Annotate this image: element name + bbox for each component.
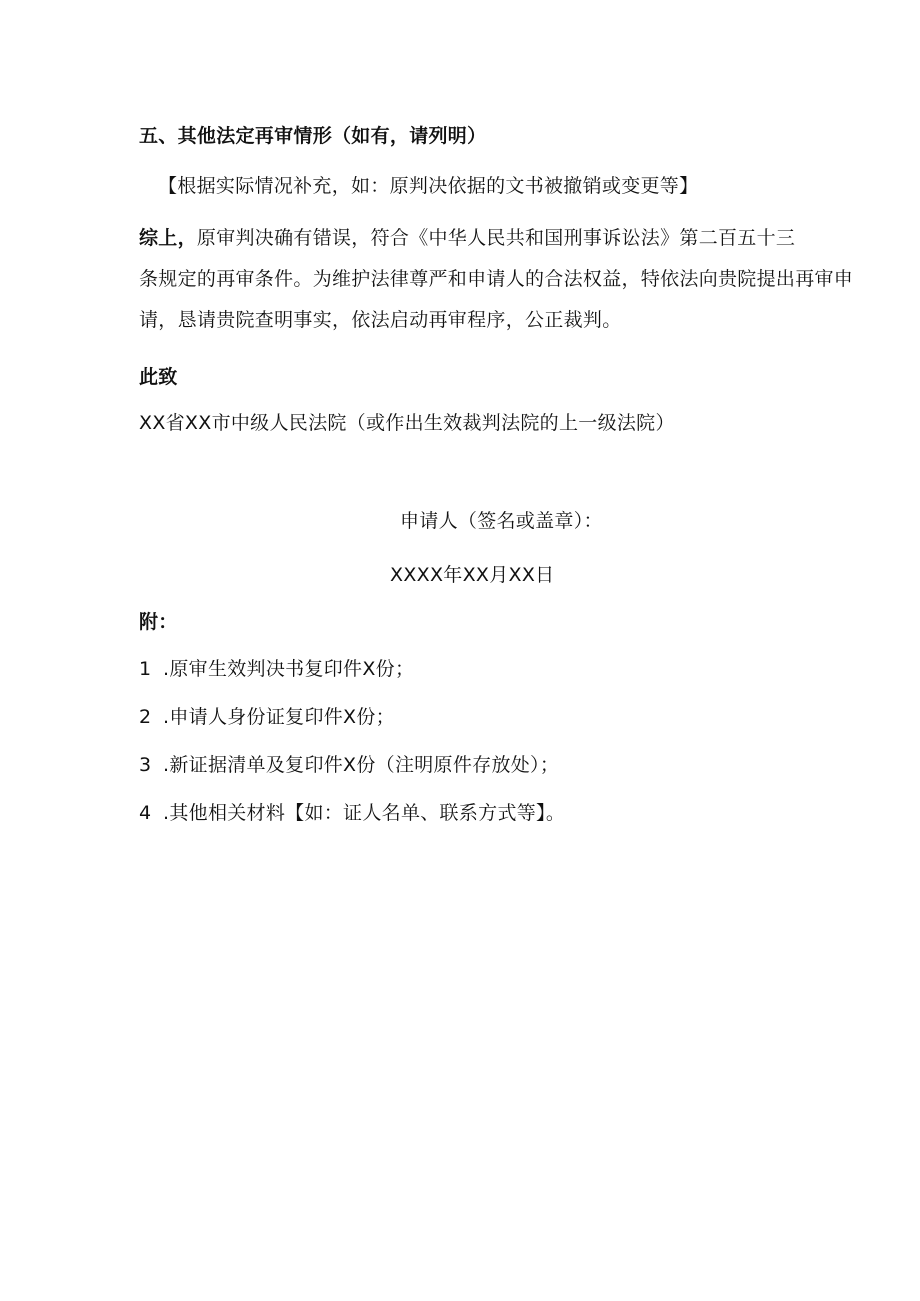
attachment-text: .申请人身份证复印件X份； (163, 706, 395, 728)
closing-salutation: 此致 (139, 366, 178, 388)
attachment-item-1 (139, 657, 414, 681)
attachment-item-4 (139, 801, 565, 825)
conclusion-line-1 (139, 218, 839, 259)
attachment-number: 2 (139, 706, 152, 728)
attachment-item-2 (139, 705, 395, 729)
conclusion-lead: 综上， (139, 227, 197, 249)
conclusion-paragraph (139, 218, 854, 341)
attachment-number: 1 (139, 658, 152, 680)
attachment-text: .新证据清单及复印件X份（注明原件存放处）； (163, 754, 560, 776)
signature-date: XXXX年XX月XX日 (390, 564, 555, 586)
attachments-label: 附： (139, 611, 178, 633)
attachment-text: .其他相关材料【如：证人名单、联系方式等】。 (163, 802, 566, 824)
applicant-signature: 申请人（签名或盖章）： (400, 510, 603, 532)
attachment-text: .原审生效判决书复印件X份； (163, 658, 415, 680)
court-name: XX省XX市中级人民法院（或作出生效裁判法院的上一级法院） (139, 412, 675, 434)
section-heading: 五、其他法定再审情形（如有，请列明） (139, 125, 487, 147)
conclusion-line-2: 条规定的再审条件。为维护法律尊严和申请人的合法权益，特依法向贵院提出再审申 (139, 268, 854, 290)
conclusion-line-1-text: 原审判决确有错误，符合《中华人民共和国刑事诉讼法》第二百五十三 (196, 227, 796, 249)
attachment-item-3 (139, 753, 559, 777)
conclusion-line-3: 请，恳请贵院查明事实，依法启动再审程序，公正裁判。 (139, 309, 622, 331)
attachment-number: 3 (139, 754, 152, 776)
section-note: 【根据实际情况补充，如：原判决依据的文书被撤销或变更等】 (158, 175, 699, 197)
attachment-number: 4 (139, 802, 152, 824)
